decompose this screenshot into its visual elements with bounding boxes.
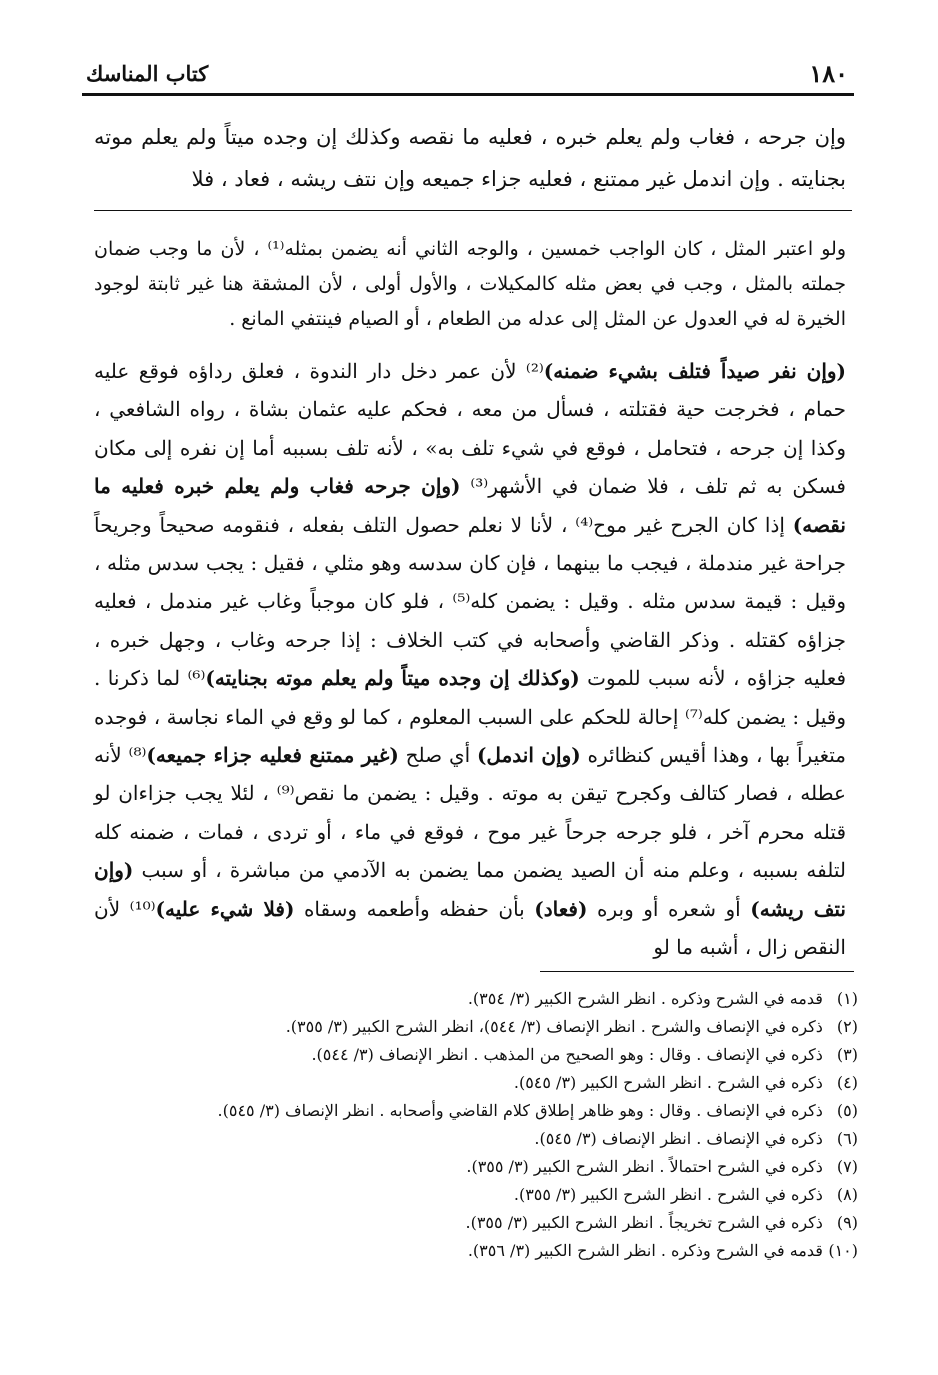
footnote xyxy=(94,1041,858,1069)
commentary-text: ⁽²⁾ لأن عمر دخل دار الندوة ، فعلق رداؤه فوقع عليه حمام ، فخرجت حية فقتلته ، فسأل من معه ، فحكم عليه عثمان بشاة ، رواه الشافعي ، وكذا إن جرحه ، فتحامل ، فوقع في شيء تلف به» ، لأنه تلف بسببه أما إن نفره إلى مكان فسكن به ثم تلف ، فلا ضمان في الأشهر⁽³⁾ xyxy=(94,359,846,499)
matn-quote: (وإن نتف ريشه) xyxy=(94,858,846,921)
matn-quote: (وإن اندمل) xyxy=(476,743,581,768)
commentary-passage xyxy=(94,352,846,967)
footnote-number: (٩) xyxy=(836,1213,858,1232)
footnote xyxy=(94,1153,858,1181)
footnote-text: ذكره في الإنصاف . وقال : وهو الصحيح من المذهب . انظر الإنصاف (٣/ ٥٤٤). xyxy=(311,1045,823,1064)
footnote xyxy=(94,985,858,1013)
footnote xyxy=(94,1097,858,1125)
footnote-number: (١) xyxy=(836,989,858,1008)
footnote xyxy=(94,1125,858,1153)
footnote-text: ذكره في الإنصاف والشرح . انظر الإنصاف (٣/ ٥٤٤)، انظر الشرح الكبير (٣/ ٣٥٥). xyxy=(285,1017,823,1036)
commentary-text: ⁽⁸⁾ لأنه عطله ، فصار كتالف وكجرح تيقن به موته . وقيل : يضمن ما نقص⁽⁹⁾ ، لئلا يجب جزاءان لو قتله محرم آخر ، فلو جرحه جرحاً غير موح ، فوقع في ماء ، أو تردى ، فمات ، ضمنه كله لتلفه بسببه ، وعلم منه أن الصيد يضمن مما يضمن به الآدمي من مباشرة ، أو سبب xyxy=(94,743,846,883)
commentary-text: إذا كان الجرح غير موح⁽⁴⁾ ، لأنا لا نعلم حصول التلف بفعله ، فنقومه صحيحاً وجريحاً جراحة غير مندملة ، فيجب ما بينهما ، فإن كان سدسه وهو مثلي ، فقيل : يجب سدس مثله ، وقيل : قيمة سدس مثله . وقيل : يضمن كله⁽⁵⁾ ، فلو كان موجباً وغاب غير مندمل ، فعليه جزاؤه كقتله . وذكر القاضي وأصحابه في كتب الخلاف : إذا جرحه وغاب ، وجهل خبره ، فعليه جزاؤه ، لأنه سبب للموت xyxy=(94,512,847,691)
footnote-number: (٨) xyxy=(836,1185,858,1204)
page-header xyxy=(82,58,854,94)
matn-quote: (وإن نفر صيداً فتلف بشيء ضمنه) xyxy=(543,359,847,383)
footnote xyxy=(94,1069,858,1097)
footnotes-list xyxy=(94,985,858,1265)
footnote xyxy=(94,1181,858,1209)
commentary-paragraph xyxy=(94,352,846,967)
footnote-text: قدمه في الشرح وذكره . انظر الشرح الكبير (٣/ ٣٥٤). xyxy=(467,989,823,1008)
continued-commentary-text: ولو اعتبر المثل ، كان الواجب خمسين ، والوجه الثاني أنه يضمن بمثله⁽¹⁾ ، لأن ما وجب ضمان جملته بالمثل ، وجب في بعض مثله كالمكيلات ، والأول أولى ، لأن المشقة هنا غير ثابتة لوجود الخيرة له في العدول عن المثل إلى عدله من الطعام ، أو الصيام فينتفي المانع . xyxy=(94,238,846,330)
commentary-text: أي صلح xyxy=(398,743,477,768)
running-title: كتاب المناسك xyxy=(86,61,209,86)
section-divider xyxy=(94,210,852,211)
continued-commentary xyxy=(94,232,846,337)
matn-text: وإن جرحه ، فغاب ولم يعلم خبره ، فعليه ما نقصه وكذلك إن وجده ميتاً ولم يعلم موته بجنايته . وإن اندمل غير ممتنع ، فعليه جزاء جميعه وإن نتف ريشه ، فعاد ، فلا xyxy=(94,125,846,191)
footnote-text: ذكره في الشرح احتمالاً . انظر الشرح الكبير (٣/ ٣٥٥). xyxy=(466,1157,823,1176)
matn-quote: (وإن جرحه فغاب ولم يعلم خبره فعليه ما نقصه) xyxy=(94,474,846,537)
footnote-number: (٢) xyxy=(836,1017,858,1036)
footnote xyxy=(94,1209,858,1237)
matn-quote: (فلا شيء عليه) xyxy=(155,896,295,921)
footnote-text: قدمه في الشرح وذكره . انظر الشرح الكبير (٣/ ٣٥٦). xyxy=(467,1241,823,1260)
commentary-text: ⁽⁶⁾ لما ذكرنا . وقيل : يضمن كله⁽⁷⁾ إحالة للحكم على السبب المعلوم ، كما لو وقع في الماء نجاسة ، فوجده متغيراً بها ، وهذا أقيس كنظائره xyxy=(94,666,846,768)
matn-quote: (فعاد) xyxy=(534,896,588,921)
commentary-text: أو شعره أو وبره xyxy=(587,896,751,921)
commentary-text: بأن حفظه وأطعمه وسقاه xyxy=(294,896,535,921)
matn-quote: (غير ممتنع فعليه جزاء جميعه) xyxy=(146,743,399,768)
footnote-text: ذكره في الإنصاف . وقال : وهو ظاهر إطلاق كلام القاضي وأصحابه . انظر الإنصاف (٣/ ٥٤٥). xyxy=(217,1101,823,1120)
footnote xyxy=(94,1013,858,1041)
matn-excerpt xyxy=(94,116,846,200)
footnote-rule xyxy=(540,971,854,972)
footnote-text: ذكره في الإنصاف . انظر الإنصاف (٣/ ٥٤٥). xyxy=(534,1129,823,1148)
footnote-number: (٣) xyxy=(836,1045,858,1064)
footnote xyxy=(94,1237,858,1265)
footnote-number: (٥) xyxy=(836,1101,858,1120)
footnote-number: (٧) xyxy=(836,1157,858,1176)
footnote-number: (٤) xyxy=(836,1073,858,1092)
matn-quote: (وكذلك إن وجده ميتاً ولم يعلم موته بجنايته) xyxy=(205,666,580,691)
footnote-text: ذكره في الشرح تخريجاً . انظر الشرح الكبير (٣/ ٣٥٥). xyxy=(465,1213,823,1232)
footnote-text: ذكره في الشرح . انظر الشرح الكبير (٣/ ٣٥٥). xyxy=(513,1185,823,1204)
page-number: ١٨٠ xyxy=(809,59,848,88)
footnote-text: ذكره في الشرح . انظر الشرح الكبير (٣/ ٥٤٥). xyxy=(513,1073,823,1092)
commentary-text: ⁽¹⁰⁾ لأن النقص زال ، أشبه ما لو xyxy=(94,896,846,960)
header-rule xyxy=(82,93,854,96)
footnote-number: (١٠) xyxy=(828,1241,858,1260)
footnote-number: (٦) xyxy=(836,1129,858,1148)
